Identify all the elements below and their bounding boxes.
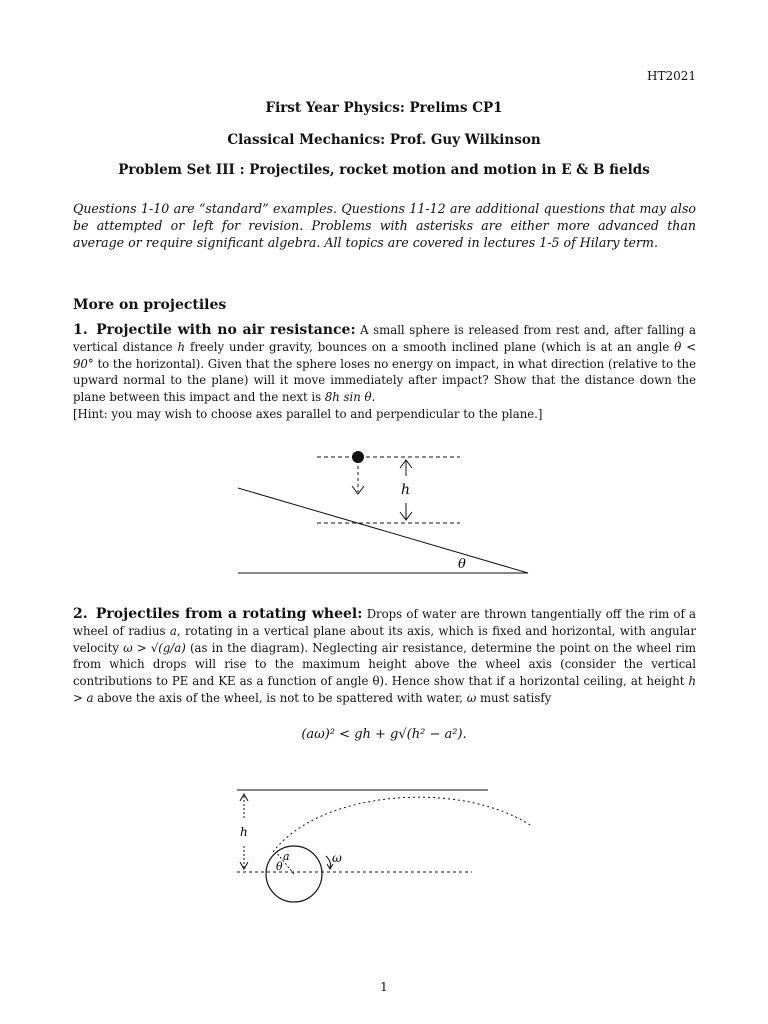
problem-2-text-b: , rotating in a vertical plane about its axis, which is fixed and horizontal, with angular velocity bbox=[73, 623, 696, 655]
problem-2-heading: Projectiles from a rotating wheel: bbox=[95, 606, 363, 622]
problem-1-text-c: to the horizontal). Given that the sphere loses no energy on impact, in what direction (relative to the upward normal to the plane) will it move immediately after impact? Show that the distance down the plane between this impact and the next is bbox=[73, 356, 696, 405]
problem-1-heading: Projectile with no air resistance: bbox=[96, 322, 356, 338]
ceiling-condition-formula: (aω)² < gh + g√(h² − a²). bbox=[301, 727, 467, 742]
figure-1-theta-label: θ bbox=[458, 557, 466, 572]
section-heading: More on projectiles bbox=[73, 297, 227, 313]
rotating-wheel-figure bbox=[237, 790, 530, 902]
intro-paragraph: Questions 1-10 are “standard” examples. Questions 11-12 are additional questions that may also be attempted or left for revision. Problems with asterisks are either more advanced than average or require significant algebra. All topics are covered in lectures 1-5 of Hilary term. bbox=[73, 201, 696, 250]
trajectory-curve bbox=[273, 797, 530, 852]
lecturer-title: Classical Mechanics: Prof. Guy Wilkinson bbox=[227, 132, 541, 148]
problem-2-var-a: a bbox=[169, 623, 177, 638]
problem-1-hint: [Hint: you may wish to choose axes parallel to and perpendicular to the plane.] bbox=[73, 406, 543, 421]
term-code: HT2021 bbox=[646, 69, 696, 83]
problem-1-number: 1. bbox=[73, 322, 88, 338]
figure-2-theta-label: θ bbox=[276, 860, 283, 873]
problem-2-text-a: Drops of water are thrown tangentially off the rim of a wheel of radius bbox=[73, 607, 697, 638]
problem-2-text-e: must satisfy bbox=[479, 690, 552, 705]
problem-2-text-d: above the axis of the wheel, is not to be spattered with water, bbox=[97, 690, 463, 705]
problem-2-omega-condition: ω > √(g/a) bbox=[123, 640, 186, 655]
problem-1-text-d: . bbox=[371, 390, 376, 405]
course-title: First Year Physics: Prelims CP1 bbox=[265, 100, 503, 116]
figure-2-h-label: h bbox=[240, 825, 248, 839]
problem-2-number: 2. bbox=[73, 606, 88, 622]
problem-2-text-c: (as in the diagram). Neglecting air resistance, determine the point on the wheel rim from which drops will rise to the maximum height above the wheel axis (consider the vertical contributions to PE and KE as a function of angle θ). Hence show that if a horizontal ceiling, at height bbox=[73, 640, 696, 689]
problem-set-title: Problem Set III : Projectiles, rocket motion and motion in E & B fields bbox=[118, 162, 650, 178]
figure-2-omega-label: ω bbox=[332, 851, 342, 865]
problem-1-angle-condition: θ < 90° bbox=[73, 339, 697, 371]
problem-1-text-a: A small sphere is released from rest and, after falling a vertical distance bbox=[73, 323, 696, 354]
figure-2-a-label: a bbox=[283, 850, 290, 863]
problem-1-text-b: freely under gravity, bounces on a smooth inclined plane (which is at an angle bbox=[190, 339, 670, 354]
problem-2-var-omega: ω bbox=[466, 690, 477, 705]
page-number: 1 bbox=[380, 980, 388, 994]
figure-1-h-label: h bbox=[401, 482, 411, 498]
problem-1-distance: 8h sin θ bbox=[324, 390, 372, 405]
problem-1-var-h: h bbox=[177, 339, 186, 354]
problem-2-height-condition: h > a bbox=[73, 674, 696, 705]
